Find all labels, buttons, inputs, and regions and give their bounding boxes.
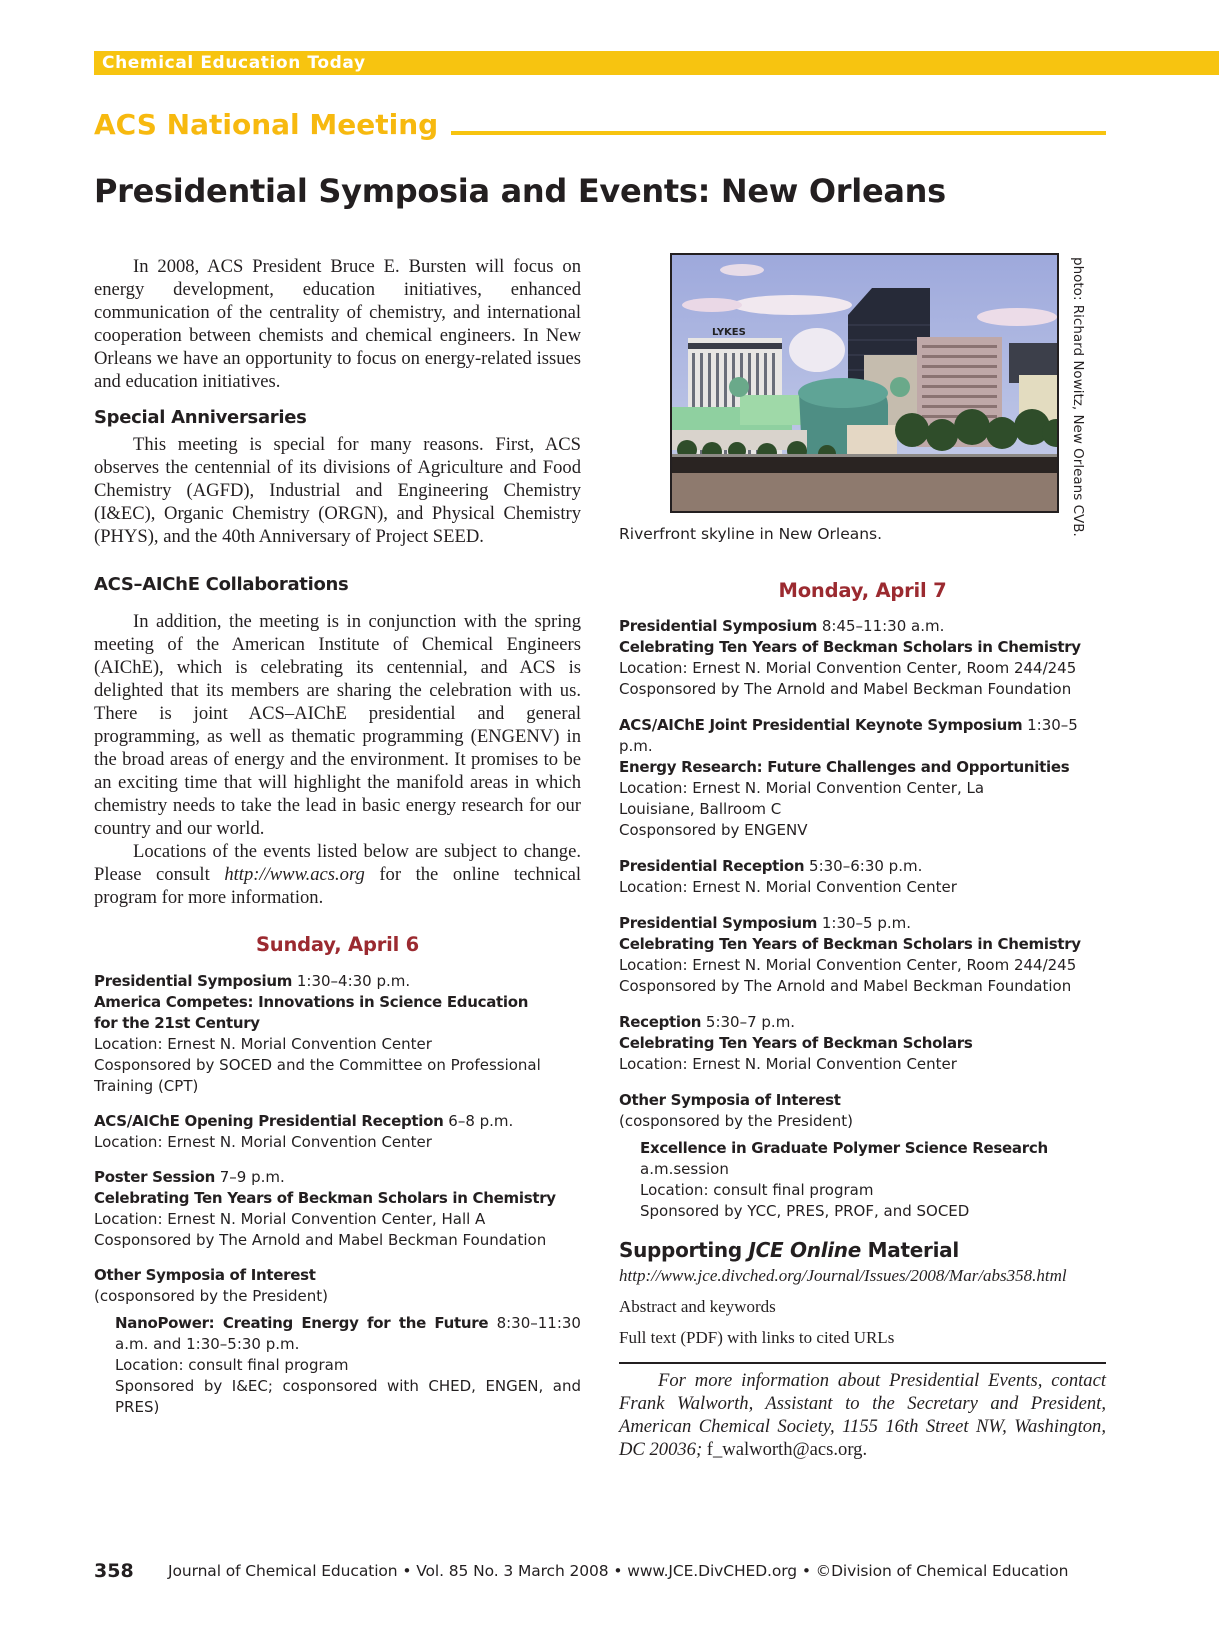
- contact-divider: [619, 1362, 1106, 1364]
- acs-link[interactable]: http://www.acs.org: [224, 864, 365, 885]
- page-number: 358: [94, 1560, 134, 1582]
- collaborations-paragraph: In addition, the meeting is in conjunction with the spring meeting of the American Institute of Chemical Engineers (AIChE), which is celebrating its centennial, and ACS is delighted that its members are sharing the celebration with us. There is joint ACS–AIChE presidential and general programming, as well as thematic programming (ENGENV) in the broad areas of energy and the environment. It promises to be an exciting time that will highlight the manifold areas in which chemistry needs to take the lead in basic energy research for our country and our world.: [94, 611, 581, 839]
- journal-banner-label: Chemical Education Today: [102, 53, 366, 73]
- monday-event-4: Presidential Symposium 1:30–5 p.m. Celebrating Ten Years of Beckman Scholars in Chemistry Location: Ernest N. Morial Convention Center, Room 244/245 Cosponsored by The Arnold and Mabel Beckman Foundation: [619, 914, 1081, 995]
- journal-citation: Journal of Chemical Education • Vol. 85 No. 3 March 2008 • www.JCE.DivCHED.org • ©Division of Chemical Education: [168, 1562, 1069, 1580]
- intro-paragraph: In 2008, ACS President Bruce E. Bursten will focus on energy development, education initiatives, enhanced communication of the centrality of chemistry, and international cooperation between chemists and chemical engineers. In New Orleans we have an opportunity to focus on energy-related issues and education initiatives.: [94, 256, 581, 392]
- monday-heading: Monday, April 7: [778, 579, 947, 602]
- photo-credit: photo: Richard Nowitz, New Orleans CVB.: [1070, 257, 1086, 537]
- section-heading: [94, 108, 1106, 148]
- section-heading-text: ACS National Meeting: [94, 108, 439, 141]
- journal-banner: [94, 51, 1219, 75]
- page-title: Presidential Symposia and Events: New Orleans: [94, 172, 946, 210]
- page-footer: [94, 1560, 1106, 1584]
- sunday-event-3: Poster Session 7–9 p.m. Celebrating Ten Years of Beckman Scholars in Chemistry Location: Ernest N. Morial Convention Center, Hall A Cosponsored by The Arnold and Mabel Beckman Foundation: [94, 1168, 556, 1249]
- skyline-photo: [670, 253, 1059, 513]
- monday-event-3: Presidential Reception 5:30–6:30 p.m. Location: Ernest N. Morial Convention Center: [619, 857, 957, 896]
- skyline-image: [672, 255, 1057, 511]
- monday-event-2: ACS/AIChE Joint Presidential Keynote Symposium 1:30–5 p.m. Energy Research: Future Challenges and Opportunities Location: Ernest N. Morial Convention Center, La Louisiane, Ballroom C Cosponsored by ENGENV: [619, 716, 1078, 839]
- photo-caption: Riverfront skyline in New Orleans.: [619, 525, 883, 543]
- left-column: [94, 255, 581, 1418]
- sunday-event-1: Presidential Symposium 1:30–4:30 p.m. America Competes: Innovations in Science Education for the 21st Century Location: Ernest N. Morial Convention Center Cosponsored by SOCED and the Committee on Professional Training (CPT): [94, 972, 541, 1095]
- monday-other-item: Excellence in Graduate Polymer Science Research a.m.session Location: consult final program Sponsored by YCC, PRES, PROF, and SOCED: [640, 1139, 1048, 1220]
- sunday-other-symposia: Other Symposia of Interest (cosponsored by the President): [94, 1266, 329, 1305]
- section-heading-rule: [451, 131, 1106, 135]
- supporting-item-fulltext[interactable]: Full text (PDF) with links to cited URLs: [619, 1328, 895, 1347]
- contact-email[interactable]: f_walworth@acs.org.: [702, 1438, 868, 1460]
- svg-text:LYKES: LYKES: [712, 327, 746, 338]
- monday-other-symposia: Other Symposia of Interest (cosponsored by the President): [619, 1091, 854, 1130]
- sunday-event-2: ACS/AIChE Opening Presidential Reception 6–8 p.m. Location: Ernest N. Morial Convention Center: [94, 1112, 514, 1151]
- monday-event-5: Reception 5:30–7 p.m. Celebrating Ten Years of Beckman Scholars Location: Ernest N. Morial Convention Center: [619, 1013, 973, 1073]
- special-anniversaries-heading: Special Anniversaries: [94, 407, 307, 428]
- special-anniversaries-paragraph: This meeting is special for many reasons. First, ACS observes the centennial of its divisions of Agriculture and Food Chemistry (AGFD), Industrial and Engineering Chemistry (I&EC), Organic Chemistry (ORGN), and Physical Chemistry (PHYS), and the 40th Anniversary of Project SEED.: [94, 434, 581, 547]
- collaborations-heading: ACS–AIChE Collaborations: [94, 574, 349, 595]
- supporting-material-link[interactable]: http://www.jce.divched.org/Journal/Issues/2008/Mar/abs358.html: [619, 1266, 1067, 1285]
- locations-paragraph: Locations of the events listed below are subject to change. Please consult http://www.acs.org for the online technical program for more information.: [94, 841, 581, 908]
- sunday-heading: Sunday, April 6: [255, 933, 420, 956]
- sunday-other-item: NanoPower: Creating Energy for the Future 8:30–11:30 a.m. and 1:30–5:30 p.m. Location: consult final program Sponsored by I&EC; cosponsored with CHED, ENGEN, and PRES): [115, 1314, 581, 1416]
- contact-paragraph: For more information about Presidential Events, contact Frank Walworth, Assistant to the Secretary and President, American Chemical Society, 1155 16th Street NW, Washington, DC 20036; f_walworth@acs.org.: [619, 1369, 1106, 1460]
- monday-event-1: Presidential Symposium 8:45–11:30 a.m. Celebrating Ten Years of Beckman Scholars in Chemistry Location: Ernest N. Morial Convention Center, Room 244/245 Cosponsored by The Arnold and Mabel Beckman Foundation: [619, 617, 1081, 698]
- right-column: [619, 579, 1106, 1461]
- supporting-item-abstract[interactable]: Abstract and keywords: [619, 1297, 776, 1316]
- supporting-material-heading: Supporting JCE Online Material: [619, 1238, 959, 1262]
